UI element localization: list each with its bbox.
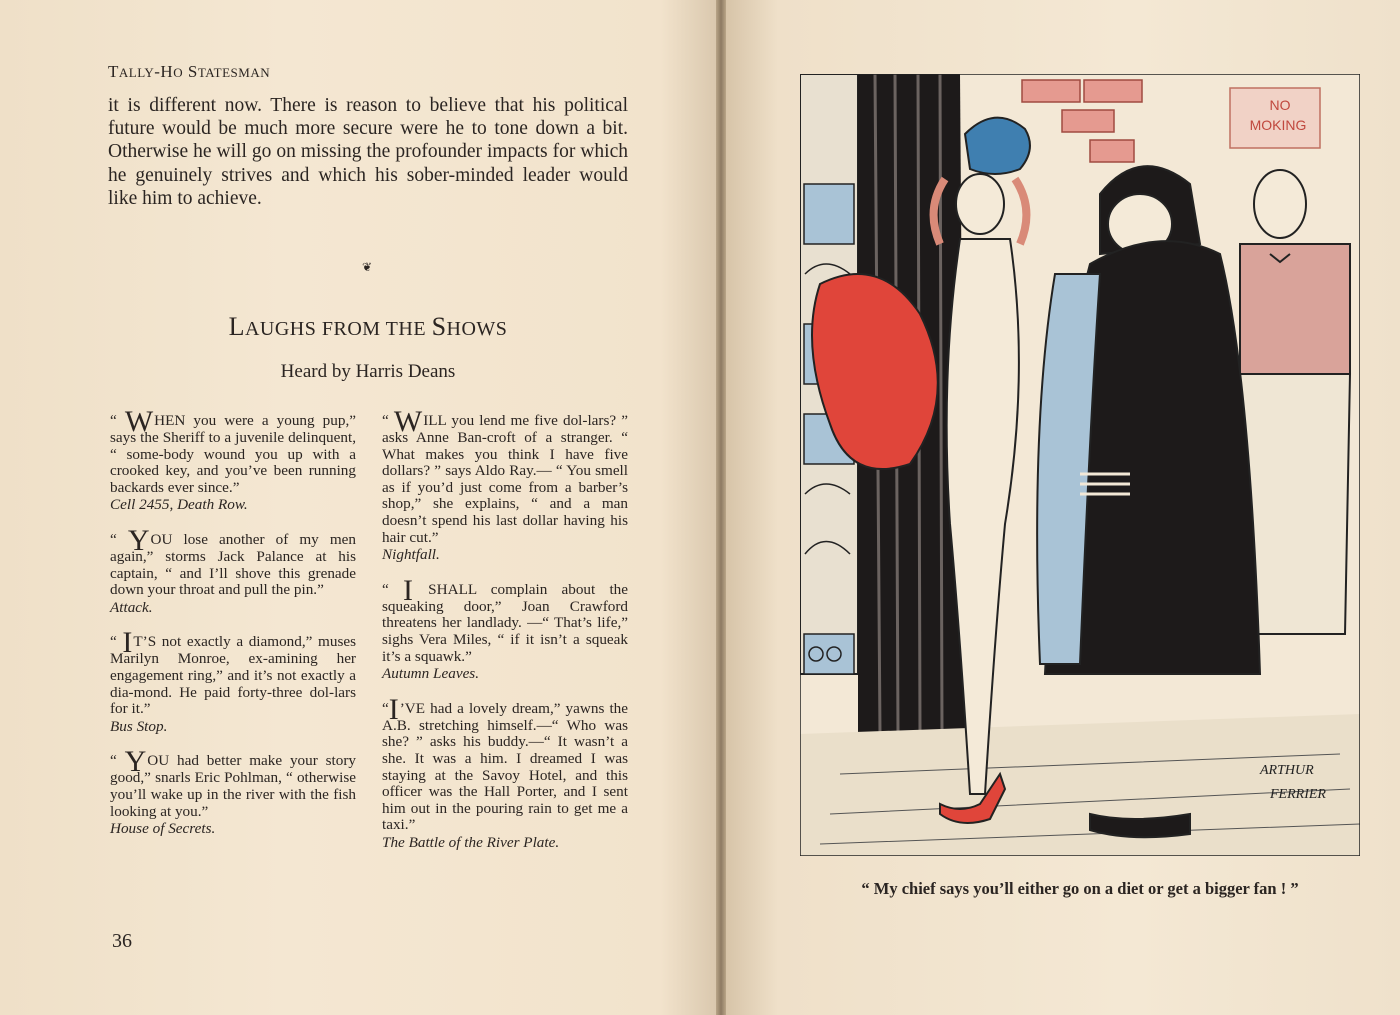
drop-cap: Y: [124, 745, 147, 779]
joke-text: [110, 405, 356, 496]
joke-source: Attack.: [110, 598, 153, 616]
open-quote: “: [382, 412, 394, 429]
joke-body: ’VE had a lovely dream,” yawns the A.B. stretching himself.—“ Who was she? ” asks his buddy.—“ It wasn’t a she. It was a him. I dreamed I was staying at the Savoy Hotel, and this officer was the Hall Porter, and I sent him out in the pouring rain to get me a taxi.”: [382, 699, 628, 834]
signature-line2: FERRIER: [1270, 787, 1326, 802]
joke-body: T’S not exactly a diamond,” muses Marilyn Monroe, ex-amining her engagement ring,” and it’s not exactly a dia-mond. He paid forty-three dol-lars for it.”: [110, 633, 357, 718]
sign-text-line2: MOKING: [1249, 117, 1307, 133]
running-head: TALLY-HO STATESMAN: [108, 62, 271, 81]
joke-item: [110, 745, 356, 838]
drop-cap: I: [388, 692, 399, 726]
joke-item: [110, 523, 356, 616]
joke-item: [382, 692, 628, 852]
cartoon-illustration: [800, 74, 1360, 856]
drop-cap: W: [124, 405, 154, 438]
joke-body: HEN you were a young pup,” says the Sheriff to a juvenile delinquent, “ some-body wound you up with a crooked key, and you’ve been running backards ever since.”: [110, 412, 356, 496]
page-number: 36: [112, 930, 132, 952]
drop-cap: I: [122, 626, 133, 660]
joke-item: [382, 405, 628, 564]
joke-body: OU lose another of my men again,” storms Jack Palance at his captain, “ and I’ll shove this grenade down your throat and pull the pin.”: [110, 530, 356, 599]
joke-item: [110, 405, 356, 514]
sign-text-line1: NO: [1269, 97, 1291, 113]
open-quote: “: [110, 752, 125, 770]
joke-text: [382, 692, 628, 834]
open-quote: “: [110, 633, 123, 651]
jokes-column-left: [110, 405, 357, 856]
signature-line1: ARTHUR: [1260, 763, 1314, 778]
jokes-column-right: [382, 405, 629, 869]
joke-source: Autumn Leaves.: [382, 665, 480, 683]
cartoon-caption: “ My chief says you’ll either go on a diet or get a bigger fan ! ”: [861, 879, 1299, 898]
joke-item: [110, 626, 357, 735]
joke-body: OU had better make your story good,” snarls Eric Pohlman, “ otherwise you’ll wake up in the river with the fish looking at you.”: [110, 752, 356, 820]
joke-source: House of Secrets.: [110, 820, 216, 838]
joke-source: Bus Stop.: [110, 717, 168, 735]
open-quote: “: [382, 580, 403, 598]
joke-text: [110, 626, 357, 718]
joke-text: [110, 523, 356, 599]
joke-source: Cell 2455, Death Row.: [110, 496, 248, 514]
drop-cap: Y: [127, 523, 150, 557]
joke-text: [382, 405, 628, 546]
no-smoking-sign: [1230, 88, 1320, 148]
byline: Heard by Harris Deans: [280, 361, 456, 382]
ornament-icon: ❦: [362, 260, 373, 274]
joke-body: ILL you lend me five dol-lars? ” asks Anne Ban-croft of a stranger. “ What makes you think I have five dollars? ” says Aldo Ray.— “ You smell as if you’d just come from a barber’s shop,” she explains, “ and a man doesn’t spend his last dollar having his hair cut.”: [382, 412, 628, 546]
open-quote: “: [110, 530, 128, 548]
joke-source: The Battle of the River Plate.: [382, 833, 560, 851]
drop-cap: W: [393, 405, 423, 438]
article-title: LAUGHS FROM THE SHOWS: [228, 312, 508, 341]
joke-text: [382, 573, 629, 665]
open-quote: “: [110, 412, 125, 429]
joke-item: [382, 573, 629, 683]
book-gutter: [716, 0, 726, 1015]
drop-cap: I: [402, 573, 413, 607]
joke-source: Nightfall.: [382, 546, 440, 564]
joke-text: [110, 745, 356, 820]
intro-paragraph: it is different now. There is reason to believe that his political future would be much more secure were he to tone down a bit. Otherwise he will go on missing the profounder impacts for which he genuinely strives and which his sober-minded leader would like him to achieve.: [108, 95, 628, 209]
joke-body: SHALL complain about the squeaking door,” Joan Crawford threatens her landlady. —“ That’s life,” sighs Vera Miles, “ if it isn’t a squeak it’s a squawk.”: [382, 580, 629, 665]
open-quote: “: [382, 699, 389, 717]
